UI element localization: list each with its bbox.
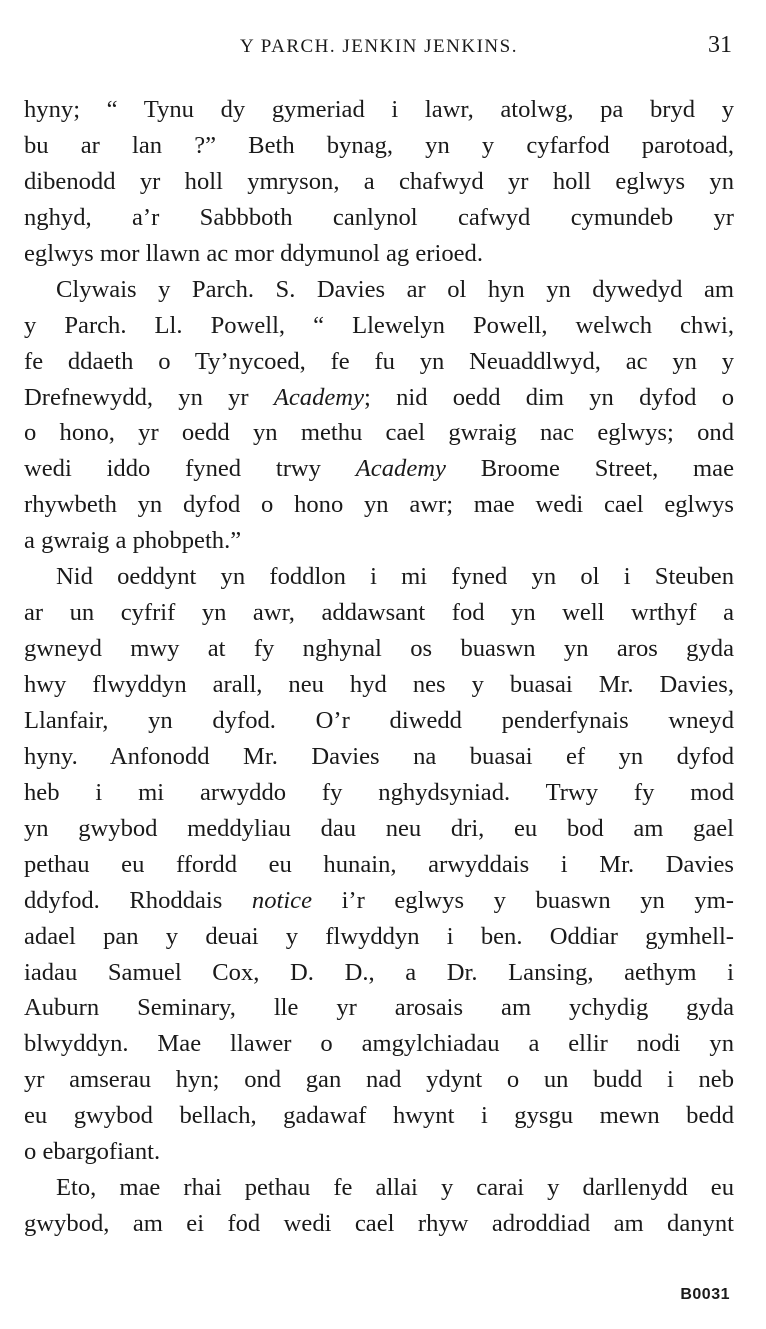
- text-line: bu ar lan ?” Beth bynag, yn y cyfarfod parotoad,: [24, 131, 734, 159]
- page-code: B0031: [680, 1286, 730, 1303]
- text-line: iadau Samuel Cox, D. D., a Dr. Lansing, aethym i: [24, 958, 734, 986]
- page-number: 31: [708, 32, 732, 58]
- text-line: o ebargofiant.: [24, 1138, 161, 1166]
- text-line: yr amserau hyn; ond gan nad ydynt o un budd i neb: [24, 1066, 734, 1094]
- text-line: ddyfod. Rhoddais notice i’r eglwys y buaswn yn ym-: [24, 886, 734, 914]
- text-line: pethau eu ffordd eu hunain, arwyddais i Mr. Davies: [24, 850, 734, 878]
- body-text: [24, 92, 734, 1242]
- text-line: heb i mi arwyddo fy nghydsyniad. Trwy fy mod: [24, 778, 734, 806]
- text-line: hyny; “ Tynu dy gymeriad i lawr, atolwg, pa bryd y: [24, 96, 734, 123]
- text-line: hwy flwyddyn arall, neu hyd nes y buasai Mr. Davies,: [24, 671, 734, 698]
- text-line: eglwys mor llawn ac mor ddymunol ag erioed.: [24, 239, 483, 267]
- text-line: blwyddyn. Mae llawer o amgylchiadau a ellir nodi yn: [24, 1030, 734, 1058]
- text-line: Drefnewydd, yn yr Academy; nid oedd dim yn dyfod o: [24, 383, 734, 411]
- text-line: Clywais y Parch. S. Davies ar ol hyn yn dywedyd am: [56, 275, 734, 303]
- text-line: rhywbeth yn dyfod o hono yn awr; mae wedi cael eglwys: [24, 491, 734, 519]
- text-line: gwneyd mwy at fy nghynal os buaswn yn aros gyda: [24, 635, 734, 663]
- text-line: Auburn Seminary, lle yr arosais am ychydig gyda: [24, 994, 734, 1022]
- text-line: eu gwybod bellach, gadawaf hwynt i gysgu mewn bedd: [24, 1102, 734, 1130]
- text-line: a gwraig a phobpeth.”: [24, 527, 242, 555]
- text-line: Eto, mae rhai pethau fe allai y carai y darllenydd eu: [56, 1174, 734, 1202]
- text-line: adael pan y deuai y flwyddyn i ben. Oddiar gymhell-: [24, 922, 734, 950]
- page-header: [24, 30, 734, 64]
- text-line: gwybod, am ei fod wedi cael rhyw adroddiad am danynt: [24, 1210, 734, 1238]
- text-line: hyny. Anfonodd Mr. Davies na buasai ef yn dyfod: [24, 742, 734, 770]
- text-line: Llanfair, yn dyfod. O’r diwedd penderfynais wneyd: [24, 706, 734, 734]
- text-line: yn gwybod meddyliau dau neu dri, eu bod am gael: [24, 814, 734, 842]
- text-line: dibenodd yr holl ymryson, a chafwyd yr holl eglwys yn: [24, 167, 734, 195]
- text-line: Nid oeddynt yn foddlon i mi fyned yn ol i Steuben: [56, 563, 734, 591]
- text-line: y Parch. Ll. Powell, “ Llewelyn Powell, welwch chwi,: [24, 311, 734, 339]
- text-line: o hono, yr oedd yn methu cael gwraig nac eglwys; ond: [24, 419, 734, 447]
- running-head: Y PARCH. JENKIN JENKINS.: [240, 36, 518, 57]
- text-line: fe ddaeth o Ty’nycoed, fe fu yn Neuaddlwyd, ac yn y: [24, 347, 734, 375]
- text-line: wedi iddo fyned trwy Academy Broome Street, mae: [24, 455, 735, 483]
- text-line: nghyd, a’r Sabbboth canlynol cafwyd cymundeb yr: [24, 203, 734, 231]
- text-line: ar un cyfrif yn awr, addawsant fod yn well wrthyf a: [24, 599, 734, 627]
